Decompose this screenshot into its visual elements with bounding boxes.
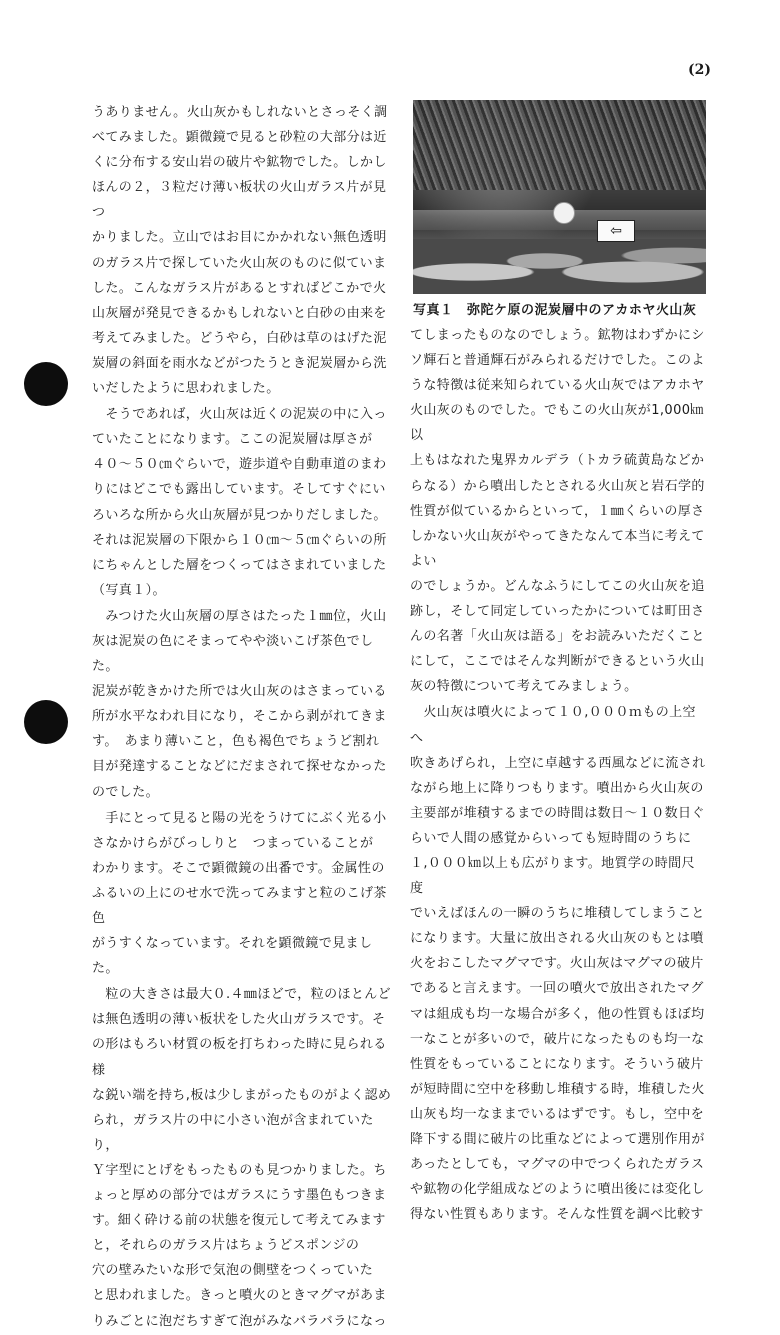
paragraph: みつけた火山灰層の厚さはたった１㎜位，火山 灰は泥炭の色にそまってやや淡いこげ茶色でした。 泥炭が乾きかけた所では火山灰のはさまっている 所が水平なわれ目になり，そこから剥がれてきま す。 あまり薄いこと，色も褐色でちょうど割れ 目が発達することなどにだまされて探せなかった のでした。: [92, 608, 387, 800]
paragraph: そうであれば，火山灰は近くの泥炭の中に入っ ていたことになります。ここの泥炭層は厚さが ４０～５０㎝ぐらいで，遊歩道や自動車道のまわ りにはどこでも露出しています。そしてすぐにい ろいろな所から火山灰層が見つかりだしました。 それは泥炭層の下限から１０㎝～５㎝ぐらいの所 にちゃんとした層をつくってはさまれていました （写真１）。: [92, 407, 387, 598]
paragraph: うありません。火山灰かもしれないとさっそく調 べてみました。顕微鏡で見ると砂粒の大部分は近 くに分布する安山岩の破片や鉱物でした。しかし ほんの２，３粒だけ薄い板状の火山ガラス片が見つ かりました。立山ではお目にかかれない無色透明 のガラス片で探していた火山灰のものに似ていま した。こんなガラス片があるとすればどこかで火 山灰層が発見できるかもしれないと白砂の由来を 考えてみました。どうやら，白砂は草のはげた泥 炭層の斜面を雨水などがつたうとき泥炭層から洗 いだしたように思われました。: [92, 105, 388, 397]
scale-coin: [553, 202, 575, 224]
grass-area: [413, 100, 706, 190]
paragraph: てしまったものなのでしょう。鉱物はわずかにシ ソ輝石と普通輝石がみられるだけでした。このよ うな特徴は従来知られている火山灰ではアカホヤ 火山灰のものでした。でもこの火山灰が1,000㎞以 上もはなれた鬼界カルデラ（トカラ硫黄島などか らなる）から噴出したとされる火山灰と岩石学的 性質が似ているからといって，１㎜くらいの厚さ しかない火山灰がやってきたなんて本当に考えてよい のでしょうか。どんなふうにしてこの火山灰を追 跡し，そして同定していったかについては町田さ んの名著「火山灰は語る」をお読みいただくこと にして，ここではそんな判断ができるという火山 灰の特徴について考えてみましょう。: [410, 328, 705, 695]
paragraph: 粒の大きさは最大０.４㎜ほどで，粒のほとんど は無色透明の薄い板状をした火山ガラスです。そ の形はもろい材質の板を打ちわった時に見られる様 な鋭い端を持ち,板は少しまがったものがよく認め られ，ガラス片の中に小さい泡が含まれていたり， Ｙ字型にとげをもったものも見つかりました。ち ょっと厚めの部分ではガラスにうす墨色もつきま す。細く砕ける前の状態を復元して考えてみます と，それらのガラス片はちょうどスポンジの 穴の壁みたいな形で気泡の側壁をつくっていた と思われました。きっと噴火のときマグマがあま りみごとに泡だちすぎて泡がみなバラバラになっ: [92, 987, 392, 1329]
paragraph: 火山灰は噴火によって１０,０００ｍもの上空へ 吹きあげられ，上空に卓越する西風などに流され ながら地上に降りつもります。噴出から火山灰の 主要部が堆積するまでの時間は数日～１０数日ぐ らいで人間の感覚からいっても短時間のうちに １,０００㎞以上も広がります。地質学の時間尺度 でいえばほんの一瞬のうちに堆積してしまうこと になります。大量に放出される火山灰のもとは噴 火をおこしたマグマです。火山灰はマグマの破片 であると言えます。一回の噴火で放出されたマグ マは組成も均一な場合が多く，他の性質もほぼ均 一なことが多いので，破片になったものも均一な 性質をもっていることになります。そういう破片 が短時間に空中を移動し堆積する時，堆積した火 山灰も均一なままでいるはずです。もし，空中を 降下する間に破片の比重などによって選別作用が あったとしても，マグマの中でつくられたガラス や鉱物の化学組成などのように噴出後には変化し 得ない性質もあります。そんな性質を調べ比較す: [410, 705, 706, 1223]
right-text-column: [410, 323, 708, 1228]
page-number: (2): [688, 62, 711, 78]
rock-area: [413, 239, 706, 294]
punch-hole: [24, 362, 68, 406]
left-text-column: [92, 100, 392, 1335]
outcrop-photo: [413, 100, 706, 294]
punch-hole: [24, 700, 68, 744]
photo-caption: 写真１ 弥陀ケ原の泥炭層中のアカホヤ火山灰: [413, 303, 697, 318]
arrow-left-icon: ⇦: [597, 220, 635, 242]
paragraph: 手にとって見ると陽の光をうけてにぶく光る小 さなかけらがびっしりと つまっていることが わかります。そこで顕微鏡の出番です。金属性の ふるいの上にのせ水で洗ってみますと粒のこげ茶色 がうすくなっています。それを顕微鏡で見ました。: [92, 810, 387, 977]
